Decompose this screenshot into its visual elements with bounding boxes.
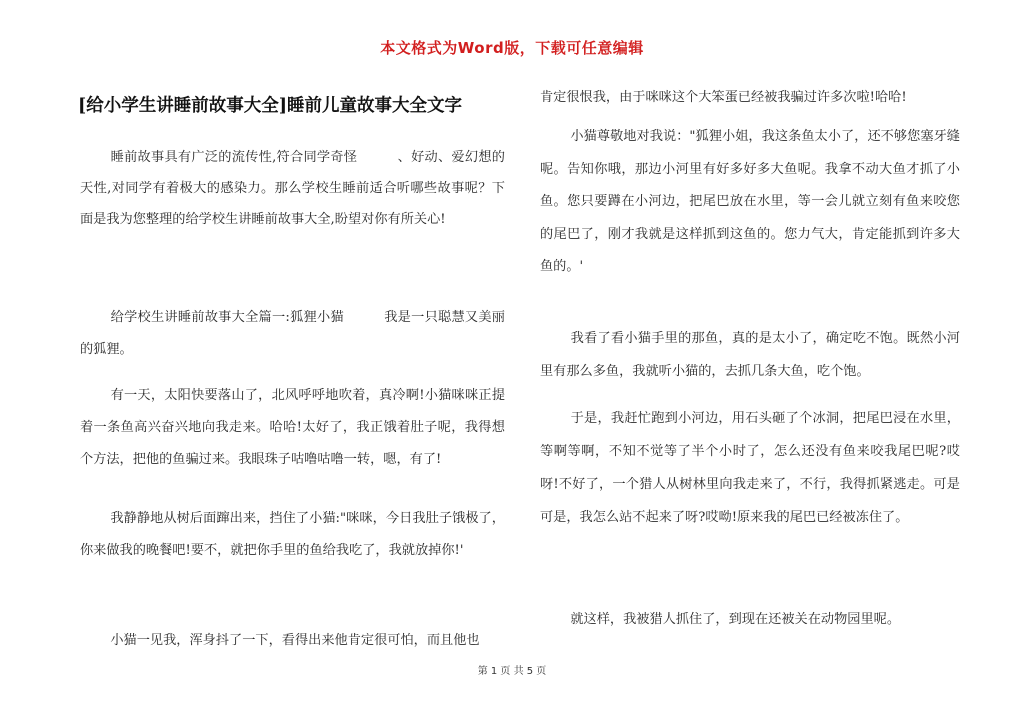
download-banner: 本文格式为Word版，下载可任意编辑: [380, 39, 644, 57]
document-title: [给小学生讲睡前故事大全]睡前儿童故事大全文字: [78, 96, 463, 116]
paragraph-continued: [540, 82, 960, 114]
paragraph-text: 给学校生讲睡前故事大全篇一:狐狸小猫 我是一只聪慧又美丽的狐狸。: [80, 310, 505, 357]
paragraph-story-heading: [80, 302, 505, 366]
paragraph-fox-decides: [540, 322, 960, 388]
paragraph-story-2: [80, 503, 505, 567]
paragraph-text: 小猫尊敬地对我说："狐狸小姐，我这条鱼太小了，还不够您塞牙缝呢。告知你哦，那边小河里有好多好多大鱼呢。我拿不动大鱼才抓了小鱼。您只要蹲在小河边，把尾巴放在水里，等一会儿就立刻有鱼来咬您的尾巴了，刚才我就是这样抓到这鱼的。您力气大，肯定能抓到许多大鱼的。': [540, 129, 960, 274]
paragraph-text: 小猫一见我，浑身抖了一下，看得出来他肯定很可怕，而且他也: [110, 633, 480, 648]
paragraph-text: 我静静地从树后面蹿出来，挡住了小猫:"咪咪，今日我肚子饿极了，你来做我的晚餐吧!要不，就把你手里的鱼给我吃了，我就放掉你!': [80, 511, 505, 558]
paragraph-text: 睡前故事具有广泛的流传性,符合同学奇怪 、好动、爱幻想的天性,对同学有着极大的感染力。那么学校生睡前适合听哪些故事呢？下面是我为您整理的给学校生讲睡前故事大全,盼望对你有所关心!: [80, 150, 505, 227]
paragraph-story-1: [80, 380, 505, 476]
paragraph-fox-trapped: [540, 402, 960, 534]
paragraph-text: 肯定很恨我，由于咪咪这个大笨蛋已经被我骗过许多次啦!哈哈!: [540, 90, 907, 105]
paragraph-cat-reply: [540, 121, 960, 284]
paragraph-ending: [540, 604, 960, 636]
paragraph-text: 于是，我赶忙跑到小河边，用石头砸了个冰洞，把尾巴浸在水里，等啊等啊，不知不觉等了半个小时了，怎么还没有鱼来咬我尾巴呢?哎呀!不好了，一个猎人从树林里向我走来了，不行，我得抓紧逃走。可是可是，我怎么站不起来了呀?哎呦!原来我的尾巴已经被冻住了。: [540, 411, 960, 525]
paragraph-intro: [80, 142, 505, 235]
paragraph-text: 就这样，我被猎人抓住了，到现在还被关在动物园里呢。: [570, 612, 901, 627]
paragraph-text: 我看了看小猫手里的那鱼，真的是太小了，确定吃不饱。既然小河里有那么多鱼，我就听小猫的，去抓几条大鱼，吃个饱。: [540, 331, 960, 379]
paragraph-text: 有一天，太阳快要落山了，北风呼呼地吹着，真冷啊!小猫咪咪正提着一条鱼高兴奋兴地向我走来。哈哈!太好了，我正饿着肚子呢，我得想个方法，把他的鱼骗过来。我眼珠子咕噜咕噜一转，嗯，有了!: [80, 388, 505, 467]
page-number: 第 1 页 共 5 页: [477, 666, 547, 677]
paragraph-story-3: [80, 625, 505, 657]
